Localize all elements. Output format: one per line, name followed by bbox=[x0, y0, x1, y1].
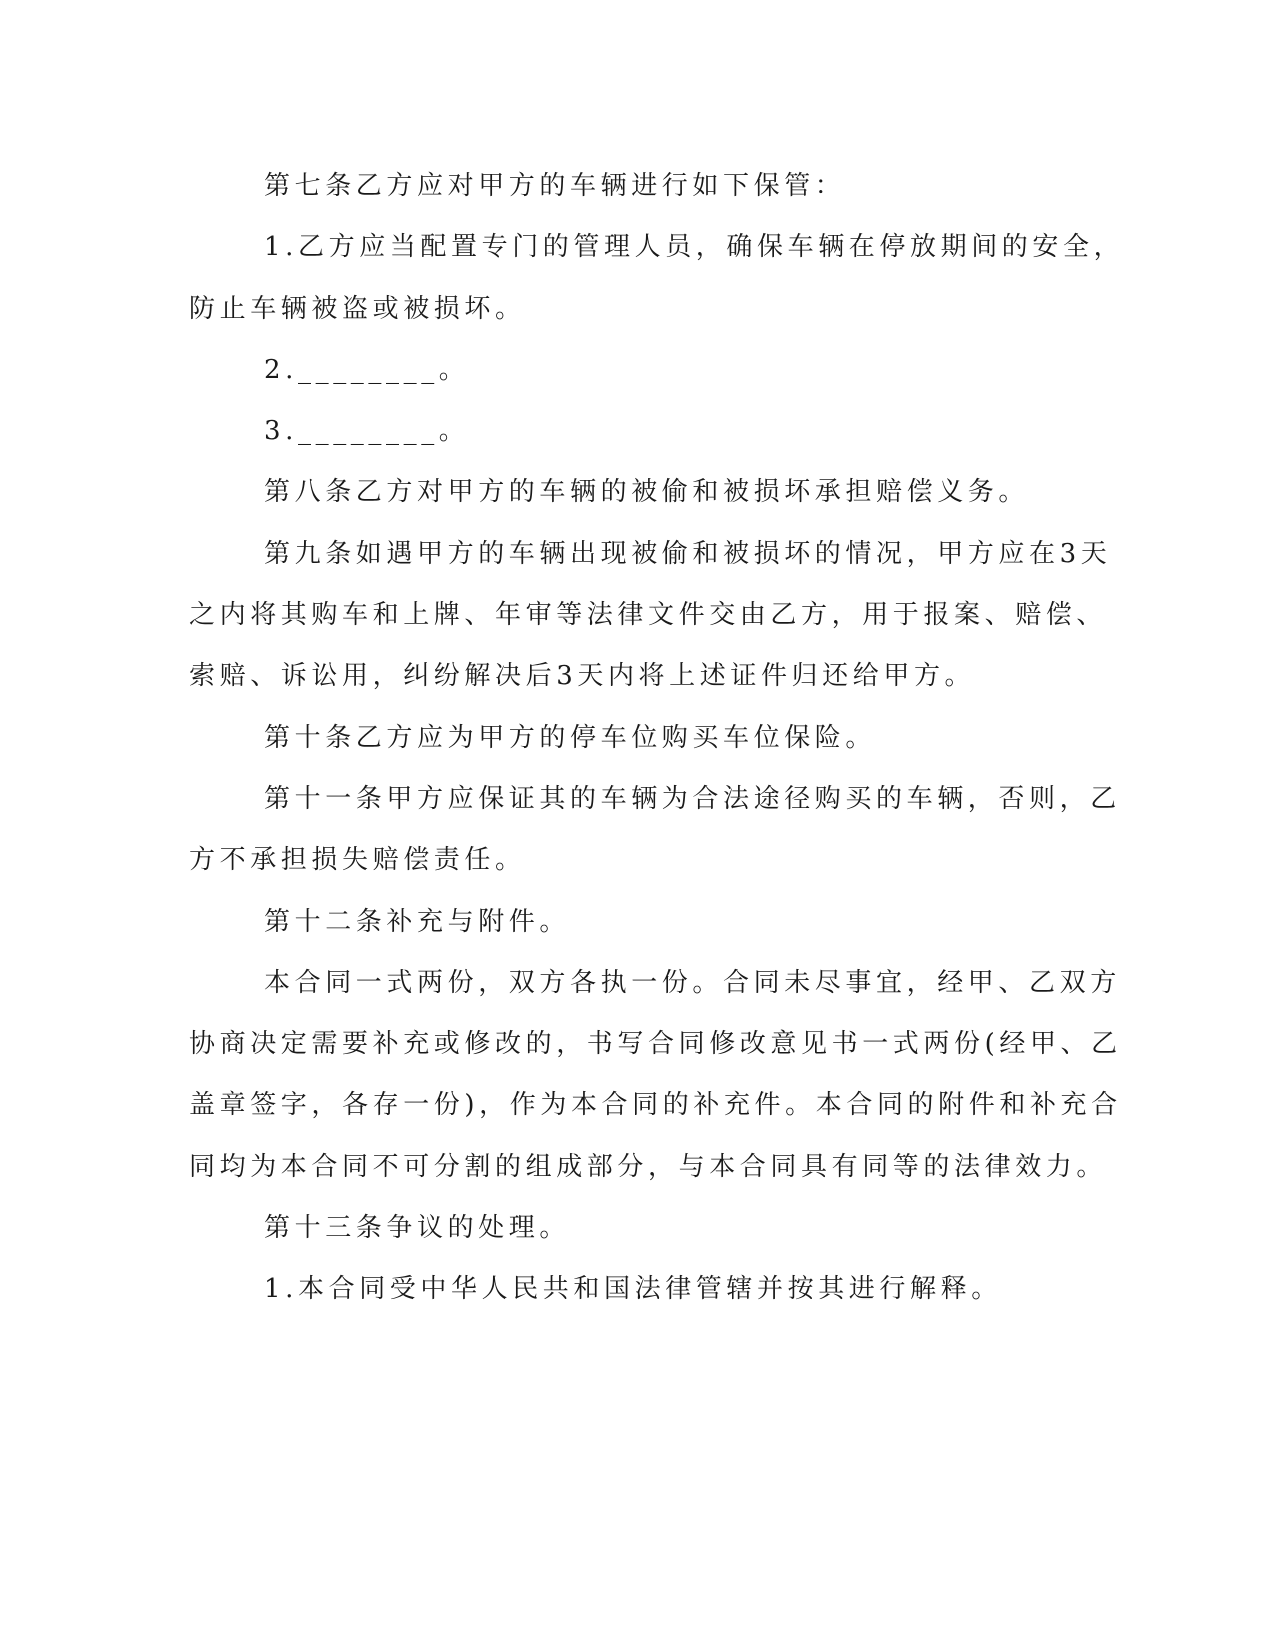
document-body bbox=[189, 156, 1125, 1321]
article-11: 第十一条甲方应保证其的车辆为合法途径购买的车辆，否则，乙 bbox=[264, 783, 1121, 814]
article-12-paragraph-continued-2: 盖章签字，各存一份)，作为本合同的补充件。本合同的附件和补充合 bbox=[189, 1090, 1122, 1121]
article-7-heading: 第七条乙方应对甲方的车辆进行如下保管： bbox=[264, 171, 846, 201]
article-7-item-2-blank: 2.________。 bbox=[264, 354, 470, 385]
article-12-paragraph-continued-3: 同均为本合同不可分割的组成部分，与本合同具有同等的法律效力。 bbox=[189, 1151, 1108, 1182]
article-11-continued: 方不承担损失赔偿责任。 bbox=[189, 845, 526, 876]
article-7-item-1-continued: 防止车辆被盗或被损坏。 bbox=[189, 293, 526, 324]
article-7-item-3-blank: 3.________。 bbox=[264, 416, 470, 447]
article-13-item-1: 1.本合同受中华人民共和国法律管辖并按其进行解释。 bbox=[264, 1274, 1002, 1305]
article-8: 第八条乙方对甲方的车辆的被偷和被损坏承担赔偿义务。 bbox=[264, 477, 1030, 508]
article-13-heading: 第十三条争议的处理。 bbox=[264, 1213, 571, 1244]
article-9-continued-1: 之内将其购车和上牌、年审等法律文件交由乙方，用于报案、赔偿、 bbox=[189, 600, 1108, 631]
article-12-heading: 第十二条补充与附件。 bbox=[264, 906, 571, 937]
article-10: 第十条乙方应为甲方的停车位购买车位保险。 bbox=[264, 722, 877, 753]
article-7-item-1: 1.乙方应当配置专门的管理人员，确保车辆在停放期间的安全， bbox=[264, 232, 1125, 263]
article-9: 第九条如遇甲方的车辆出现被偷和被损坏的情况，甲方应在3天 bbox=[264, 538, 1112, 569]
article-12-paragraph-continued-1: 协商决定需要补充或修改的，书写合同修改意见书一式两份(经甲、乙 bbox=[189, 1029, 1122, 1060]
article-9-continued-2: 索赔、诉讼用，纠纷解决后3天内将上述证件归还给甲方。 bbox=[189, 661, 976, 692]
article-12-paragraph: 本合同一式两份，双方各执一份。合同未尽事宜，经甲、乙双方 bbox=[264, 967, 1121, 998]
